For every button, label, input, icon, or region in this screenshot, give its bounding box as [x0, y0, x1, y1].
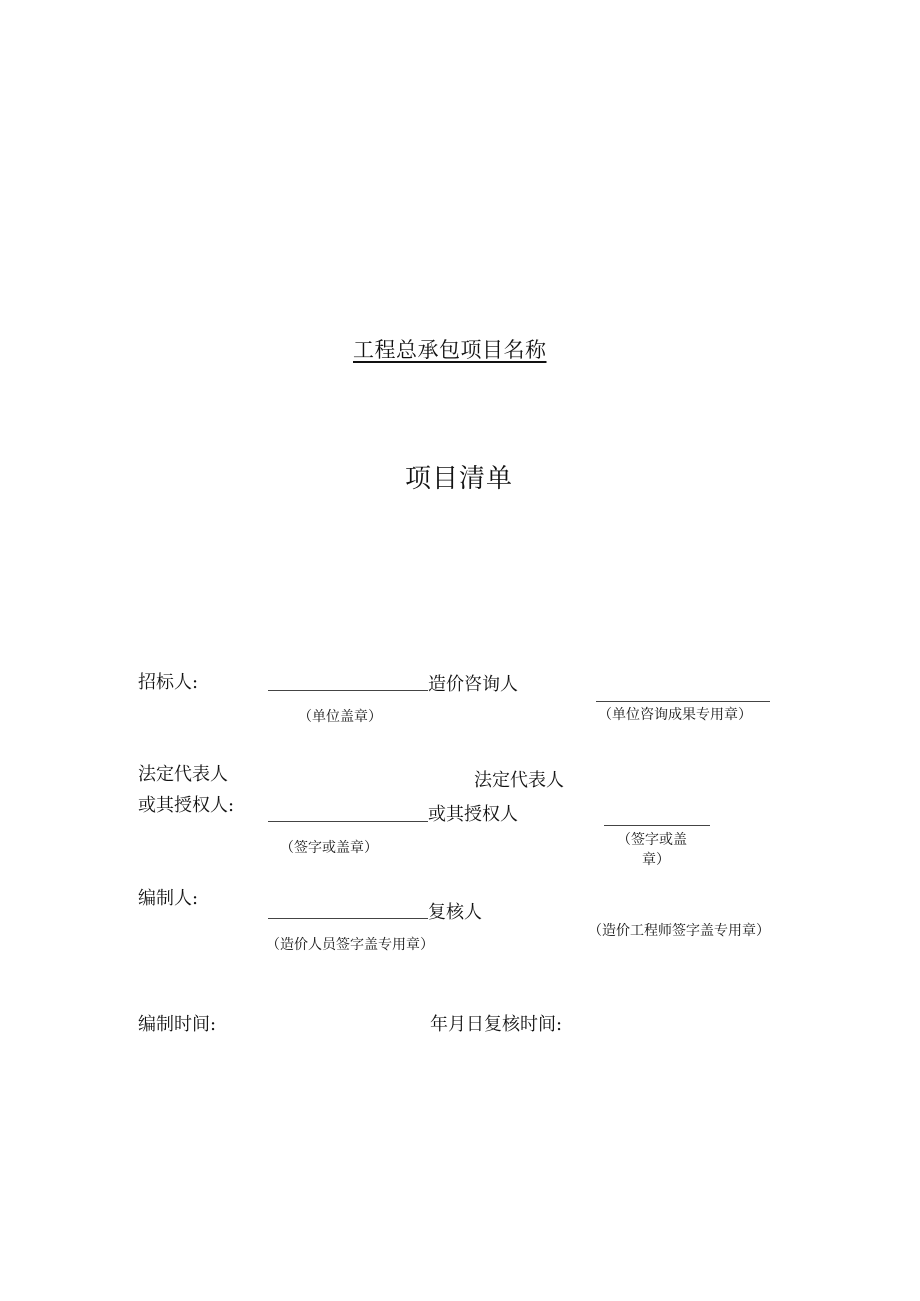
compiler-signature-line [268, 918, 428, 919]
review-time-label: 年月日复核时间: [430, 1014, 563, 1035]
consultant-rep-sign-note-line2: 章） [642, 852, 670, 868]
consultant-rep-sign-note-line1: （签字或盖 [617, 832, 687, 848]
project-name-heading: 工程总承包项目名称 [353, 338, 547, 362]
consultant-stamp-note: （单位咨询成果专用章） [598, 707, 752, 723]
reviewer-sign-note: （造价工程师签字盖专用章） [588, 923, 770, 939]
tenderer-rep-label-line2: 或其授权人: [138, 795, 235, 816]
consultant-rep-label-line2: 或其授权人 [428, 804, 518, 825]
tenderer-stamp-note: （单位盖章） [298, 709, 382, 725]
compile-time-label: 编制时间: [138, 1014, 217, 1035]
tenderer-rep-label-line1: 法定代表人 [138, 764, 228, 785]
tenderer-rep-signature-line [268, 821, 428, 822]
consultant-rep-label-line1: 法定代表人 [474, 770, 564, 791]
tenderer-signature-line [268, 690, 428, 691]
compiler-sign-note: （造价人员签字盖专用章） [266, 937, 434, 953]
tenderer-rep-sign-note: （签字或盖章） [280, 840, 378, 856]
document-title: 项目清单 [405, 464, 514, 494]
tenderer-label: 招标人: [138, 672, 199, 693]
reviewer-label: 复核人 [428, 902, 482, 923]
consultant-label: 造价咨询人 [428, 674, 518, 695]
consultant-rep-signature-line [604, 825, 710, 826]
compiler-label: 编制人: [138, 888, 199, 909]
consultant-stamp-line [596, 701, 770, 702]
